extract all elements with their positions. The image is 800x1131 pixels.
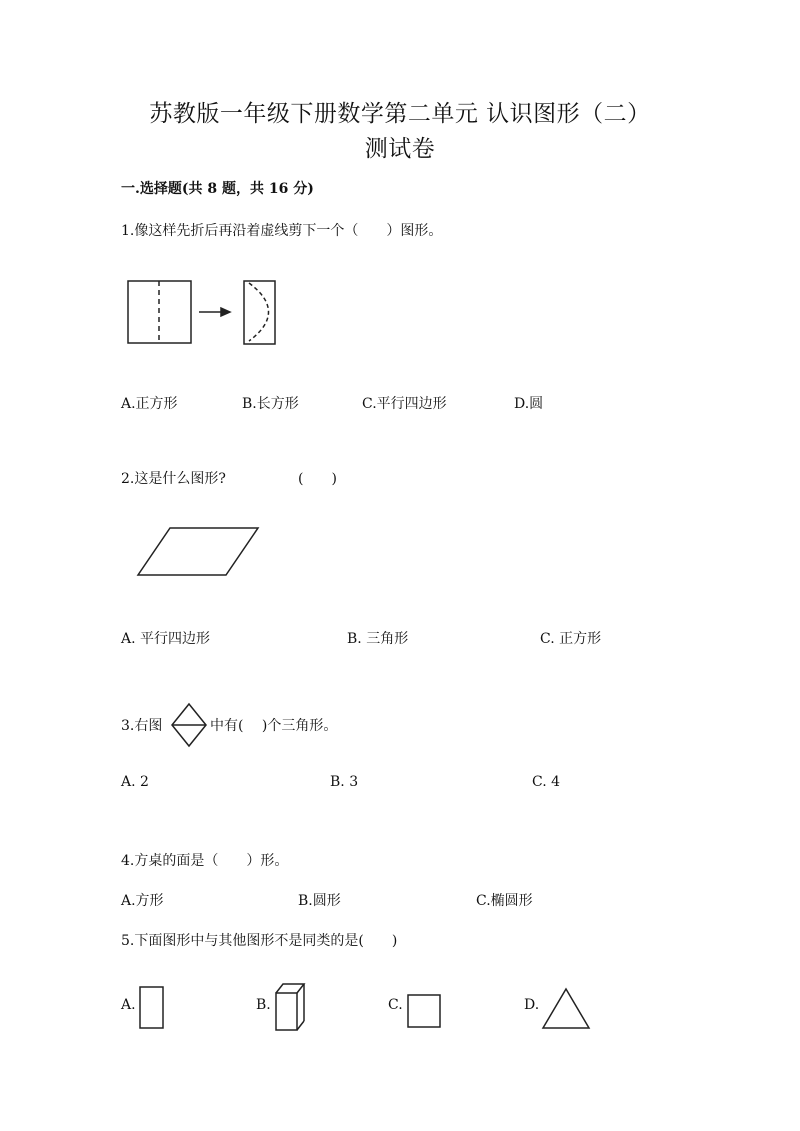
page-title-line2: 测试卷 [364,136,436,162]
square-shape [408,995,440,1027]
question-1-stem: 1.像这样先折后再沿着虚线剪下一个（ ）图形。 [121,223,443,239]
section-heading: 一.选择题(共 8 题，共 16 分) [121,181,314,197]
triangle-shape [543,989,589,1028]
q2-option-b[interactable]: B. 三角形 [347,631,409,647]
q5-option-a[interactable]: A. [121,997,136,1013]
question-3-stem-end: 中有( )个三角形。 [210,718,338,734]
q5-option-d[interactable]: D. [524,997,540,1013]
q3-option-b[interactable]: B. 3 [330,774,359,790]
q3-option-c[interactable]: C. 4 [532,774,561,790]
question-5-stem: 5.下面图形中与其他图形不是同类的是( ) [121,933,398,949]
rectangle-shape [140,987,163,1028]
q4-option-b[interactable]: B.圆形 [298,893,341,909]
question-4-stem: 4.方桌的面是（ ）形。 [121,853,289,869]
question-2-stem: 2.这是什么图形? [121,471,226,487]
q2-option-c[interactable]: C. 正方形 [540,631,602,647]
q4-option-c[interactable]: C.椭圆形 [476,893,533,909]
page-title: 苏教版一年级下册数学第二单元 认识图形（二） [149,101,651,127]
q4-option-a[interactable]: A.方形 [121,893,164,909]
question-2-blank: ( ) [298,471,337,487]
cuboid-shape [276,984,304,1030]
q1-option-c[interactable]: C.平行四边形 [362,396,447,412]
q5-option-b[interactable]: B. [256,997,271,1013]
q1-option-a[interactable]: A.正方形 [121,396,178,412]
question-3-stem-start: 3.右图 [121,718,163,734]
q2-option-a[interactable]: A. 平行四边形 [121,631,211,647]
q1-option-b[interactable]: B.长方形 [242,396,299,412]
q1-option-d[interactable]: D.圆 [514,396,544,412]
q5-option-c[interactable]: C. [388,997,403,1013]
q3-option-a[interactable]: A. 2 [121,774,149,790]
